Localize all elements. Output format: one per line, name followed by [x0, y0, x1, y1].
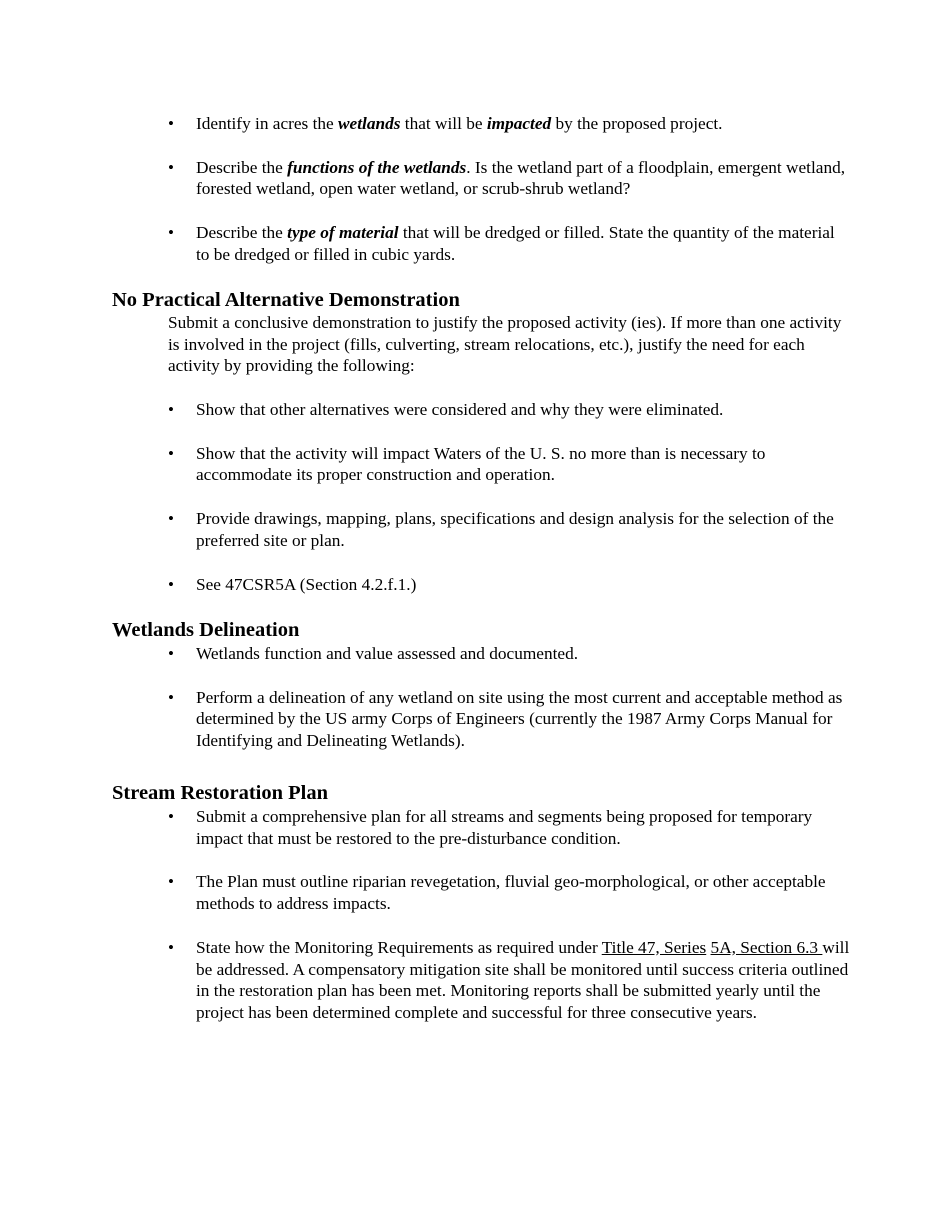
emphasis-wetlands: wetlands	[338, 114, 401, 133]
list-item: • Show that other alternatives were considered and why they were eliminated.	[0, 399, 950, 421]
list-item: • Identify in acres the wetlands that will be impacted by the proposed project.	[0, 113, 950, 135]
section-heading-alternative: No Practical Alternative Demonstration	[112, 289, 460, 311]
list-item: • Perform a delineation of any wetland on site using the most current and acceptable method as determined by the US army Corps of Engineers (currently the 1987 Army Corps Manual for Identifying and Delineating Wetlands).	[0, 687, 950, 752]
alternative-bullet-list	[0, 399, 950, 617]
list-item: • Submit a comprehensive plan for all streams and segments being proposed for temporary impact that must be restored to the pre-disturbance condition.	[0, 806, 950, 849]
list-item: • Describe the type of material that will be dredged or filled. State the quantity of the material to be dredged or filled in cubic yards.	[0, 222, 950, 265]
impact-bullet-list	[0, 113, 950, 288]
emphasis-material: type of material	[287, 223, 399, 243]
emphasis-impacted: impacted	[486, 114, 552, 133]
regulation-reference-title: Title 47, Series	[601, 937, 707, 957]
list-item: • See 47CSR5A (Section 4.2.f.1.)	[0, 574, 950, 596]
section-heading-delineation: Wetlands Delineation	[112, 619, 300, 641]
alternative-intro: Submit a conclusive demonstration to justify the proposed activity (ies). If more than one activity is involved in the project (fills, culverting, stream relocations, etc.), justify the need for each activity by providing the following:	[168, 313, 842, 376]
list-item: • State how the Monitoring Requirements as required under Title 47, Series 5A, Section 6.3 will be addressed. A compensatory mitigation site shall be monitored until success criteria outlined in the restoration plan has been met. Monitoring reports shall be submitted yearly until the project has been determined complete and successful for three consecutive years.	[0, 937, 950, 1024]
list-item: • Wetlands function and value assessed and documented.	[0, 643, 950, 665]
list-item: • Describe the functions of the wetlands. Is the wetland part of a floodplain, emergent wetland, forested wetland, open water wetland, or scrub-shrub wetland?	[0, 157, 950, 200]
section-heading-restoration: Stream Restoration Plan	[112, 782, 328, 804]
list-item: • The Plan must outline riparian revegetation, fluvial geo-morphological, or other acceptable methods to address impacts.	[0, 871, 950, 914]
emphasis-functions: functions of the wetlands	[287, 157, 467, 177]
restoration-bullet-list	[0, 806, 950, 1046]
regulation-reference-section: 5A, Section 6.3	[710, 937, 823, 957]
delineation-bullet-list	[0, 643, 950, 774]
list-item: • Show that the activity will impact Waters of the U. S. no more than is necessary to accommodate its proper construction and operation.	[0, 443, 950, 486]
list-item: • Provide drawings, mapping, plans, specifications and design analysis for the selection of the preferred site or plan.	[0, 508, 950, 551]
